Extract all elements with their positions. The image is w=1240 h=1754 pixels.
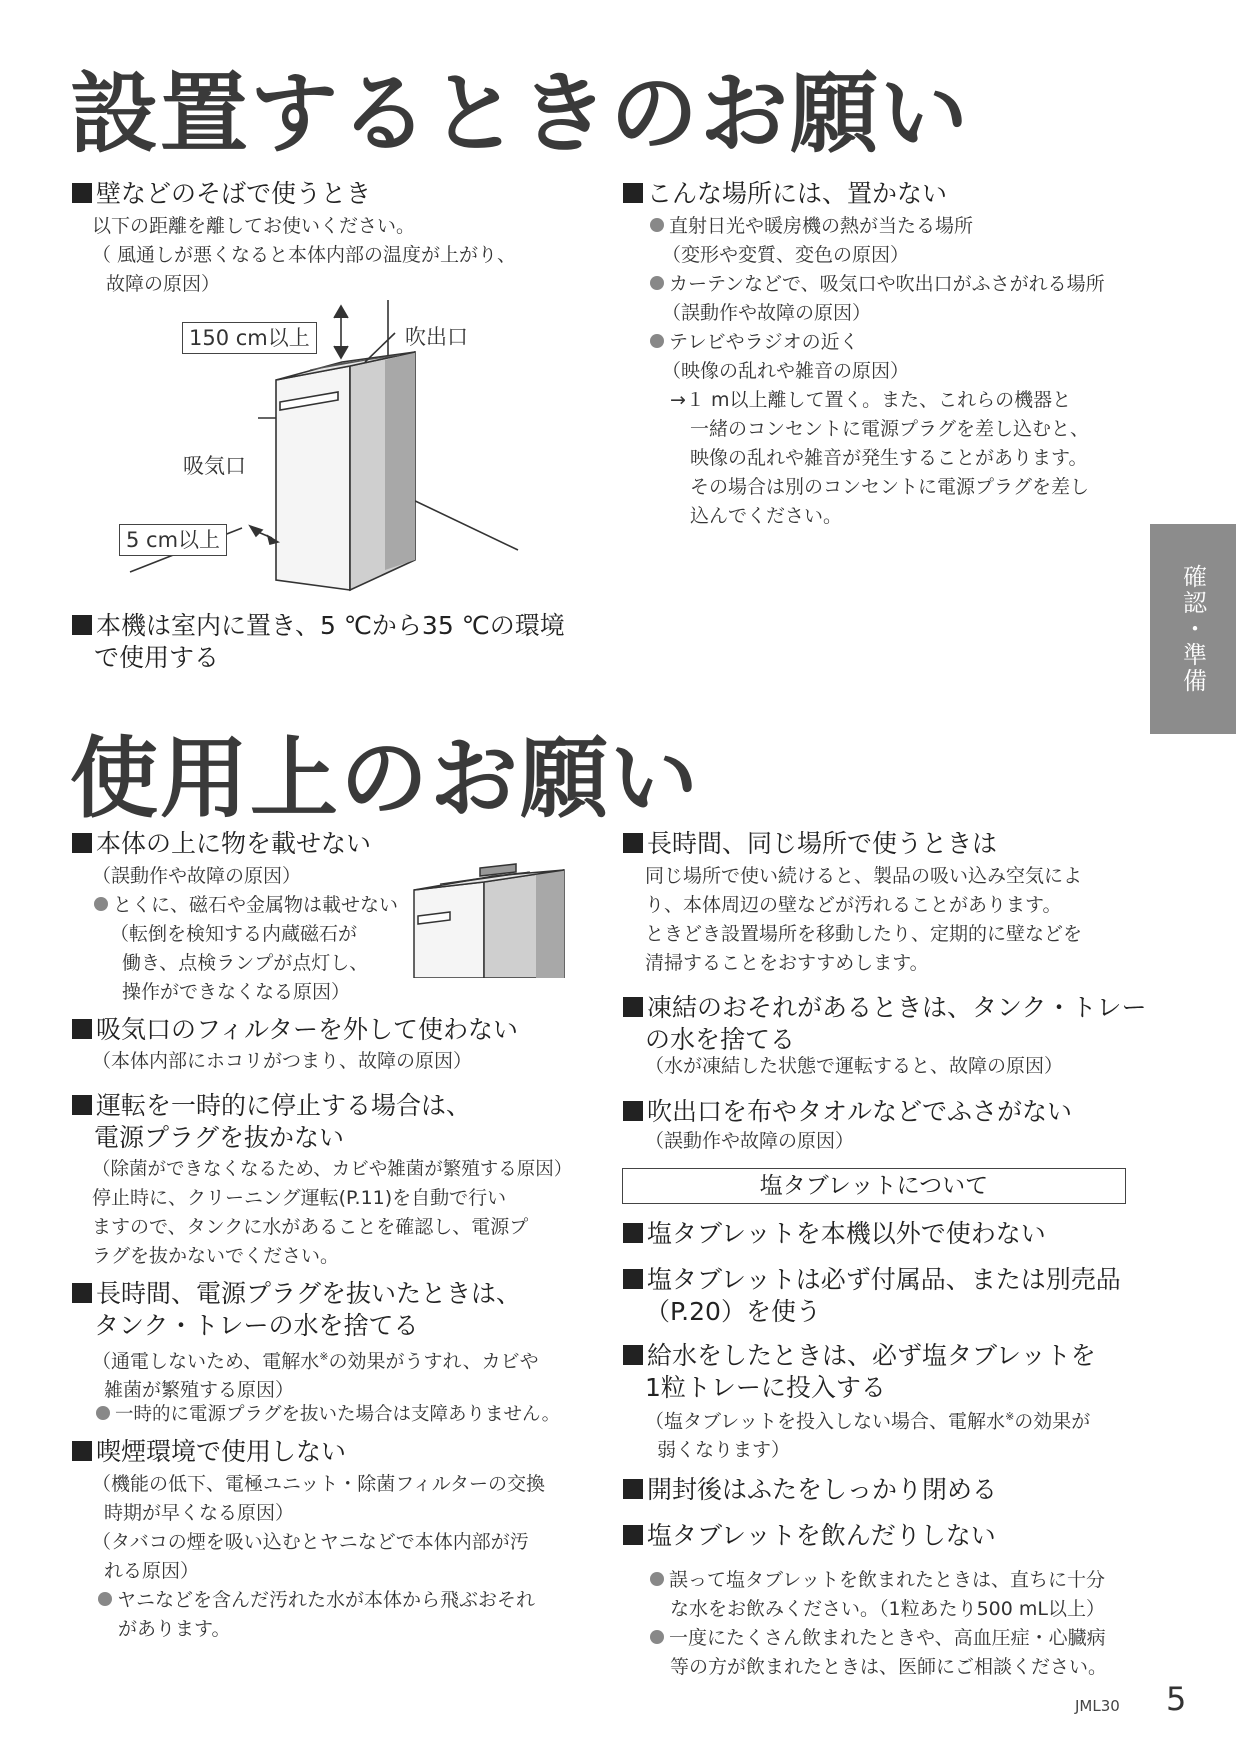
note-freezing: （水が凍結した状態で運転すると、故障の原因） bbox=[645, 1055, 1064, 1077]
note-electrolyzed-water: （通電しないため、電解水※の効果がうすれ、カビや 雑菌が繁殖する原因） bbox=[92, 1350, 539, 1402]
square-bullet-icon bbox=[72, 1441, 92, 1461]
label-5cm: 5 cm以上 bbox=[119, 524, 227, 556]
heading-salt-genuine: 塩タブレットは必ず付属品、または別売品 （P.20）を使う bbox=[623, 1264, 1121, 1328]
heading-filter: 吸気口のフィルターを外して使わない bbox=[72, 1014, 518, 1046]
label-outlet: 吹出口 bbox=[405, 325, 468, 349]
square-bullet-icon bbox=[72, 1095, 92, 1115]
text-ventilation-note: （ 風通しが悪くなると本体内部の温度が上がり、 故障の原因） bbox=[92, 244, 517, 295]
unit-top-illustration bbox=[410, 860, 570, 978]
square-bullet-icon bbox=[72, 1283, 92, 1303]
heading-dont-swallow: 塩タブレットを飲んだりしない bbox=[623, 1520, 996, 1552]
side-tab-check-prepare: 確認・準備 bbox=[1150, 524, 1236, 734]
heading-no-objects-on-top: 本体の上に物を載せない bbox=[72, 828, 371, 860]
square-bullet-icon bbox=[623, 1269, 643, 1289]
square-bullet-icon bbox=[623, 833, 643, 853]
square-bullet-icon bbox=[72, 183, 92, 203]
bullet-dot-icon bbox=[650, 218, 664, 232]
note-smoking-1: （機能の低下、電極ユニット・除菌フィルターの交換 時期が早くなる原因） bbox=[92, 1473, 545, 1524]
heading-dont-place: こんな場所には、置かない bbox=[623, 178, 947, 210]
doc-code: JML30 bbox=[1075, 1697, 1120, 1715]
note-salt-effect: （塩タブレットを投入しない場合、電解水※の効果が 弱くなります） bbox=[645, 1410, 1091, 1462]
bullet-tar-water: ヤニなどを含んだ汚れた水が本体から飛ぶおそれ があります。 bbox=[98, 1586, 535, 1644]
text-same-place: 同じ場所で使い続けると、製品の吸い込み空気によ り、本体周辺の壁などが汚れることがあります。 ときどき設置場所を移動したり、定期的に壁などを 清掃することをおすすめします。 bbox=[645, 865, 1083, 974]
square-bullet-icon bbox=[623, 1525, 643, 1545]
bullet-dot-icon bbox=[94, 897, 108, 911]
note-malfunction: （誤動作や故障の原因） bbox=[92, 865, 302, 887]
label-inlet: 吸気口 bbox=[183, 454, 246, 478]
bullet-dot-icon bbox=[650, 334, 664, 348]
heading-environment: 本機は室内に置き、5 ℃から35 ℃の環境 で使用する bbox=[72, 610, 565, 674]
square-bullet-icon bbox=[623, 1345, 643, 1365]
note-smoking-2: （タバコの煙を吸い込むとヤニなどで本体内部が汚 れる原因） bbox=[92, 1531, 529, 1582]
section-title-usage: 使用上のお願い bbox=[70, 727, 701, 830]
square-bullet-icon bbox=[623, 997, 643, 1017]
heading-same-place: 長時間、同じ場所で使うときは bbox=[623, 828, 997, 860]
bullet-consult-doctor: 一度にたくさん飲まれたときや、高血圧症・心臓病 等の方が飲まれたときは、医師にご相談ください。 bbox=[650, 1624, 1107, 1682]
note-dust: （本体内部にホコリがつまり、故障の原因） bbox=[92, 1050, 473, 1072]
label-150cm: 150 cm以上 bbox=[182, 322, 317, 354]
square-bullet-icon bbox=[72, 1019, 92, 1039]
heading-freezing: 凍結のおそれがあるときは、タンク・トレー の水を捨てる bbox=[623, 992, 1147, 1056]
heading-salt-only-this-unit: 塩タブレットを本機以外で使わない bbox=[623, 1218, 1046, 1250]
bullet-dot-icon bbox=[650, 276, 664, 290]
heading-dont-cover-outlet: 吹出口を布やタオルなどでふさがない bbox=[623, 1096, 1072, 1128]
bullet-dot-icon bbox=[650, 1630, 664, 1644]
heading-salt-after-refill: 給水をしたときは、必ず塩タブレットを 1粒トレーに投入する bbox=[623, 1340, 1096, 1404]
heading-dont-unplug: 運転を一時的に停止する場合は、 電源プラグを抜かない bbox=[72, 1090, 471, 1154]
heading-long-unplug: 長時間、電源プラグを抜いたときは、 タンク・トレーの水を捨てる bbox=[72, 1278, 521, 1342]
section-title-installation: 設置するときのお願い bbox=[70, 62, 971, 165]
heading-close-lid: 開封後はふたをしっかり閉める bbox=[623, 1474, 997, 1506]
text-distance: 以下の距離を離してお使いください。 bbox=[92, 215, 416, 237]
square-bullet-icon bbox=[623, 1101, 643, 1121]
text-cleaning-mode: 停止時に、クリーニング運転(P.11)を自動で行い ますので、タンクに水があることを確認し、電源プ ラグを抜かないでください。 bbox=[92, 1187, 529, 1267]
square-bullet-icon bbox=[623, 183, 643, 203]
note-outlet: （誤動作や故障の原因） bbox=[645, 1130, 855, 1152]
square-bullet-icon bbox=[623, 1479, 643, 1499]
text-tv-advice: →１ m以上離して置く。また、これらの機器と 一緒のコンセントに電源プラグを差し込むと、 映像の乱れや雑音が発生することがあります。 その場合は別のコンセントに電源プラグを差し 込んでください。 bbox=[670, 389, 1090, 527]
bullet-dot-icon bbox=[98, 1592, 112, 1606]
square-bullet-icon bbox=[623, 1223, 643, 1243]
bullet-dot-icon bbox=[96, 1406, 110, 1420]
heading-smoking: 喫煙環境で使用しない bbox=[72, 1436, 346, 1468]
bullet-magnets: とくに、磁石や金属物は載せない （転倒を検知する内蔵磁石が 働き、点検ランプが点灯し、 操作ができなくなる原因） bbox=[94, 891, 398, 1007]
bullet-swallowed: 誤って塩タブレットを飲まれたときは、直ちに十分 な水をお飲みください。（1粒あたり500 mL以上） bbox=[650, 1566, 1105, 1624]
heading-near-wall: 壁などのそばで使うとき bbox=[72, 178, 371, 210]
square-bullet-icon bbox=[72, 833, 92, 853]
bullet-dot-icon bbox=[650, 1572, 664, 1586]
salt-tablet-section-box: 塩タブレットについて bbox=[622, 1168, 1126, 1204]
note-bacteria: （除菌ができなくなるため、カビや雑菌が繁殖する原因） bbox=[92, 1159, 573, 1180]
bullet-curtain: カーテンなどで、吸気口や吹出口がふさがれる場所 （誤動作や故障の原因） bbox=[650, 270, 1105, 328]
bullet-tv-radio: テレビやラジオの近く （映像の乱れや雑音の原因） bbox=[650, 328, 909, 386]
page-number: 5 bbox=[1166, 1680, 1187, 1718]
bullet-sunlight: 直射日光や暖房機の熱が当たる場所 （変形や変質、変色の原因） bbox=[650, 212, 973, 270]
square-bullet-icon bbox=[72, 615, 92, 635]
bullet-temporary-unplug: 一時的に電源プラグを抜いた場合は支障ありません。 bbox=[96, 1400, 560, 1429]
